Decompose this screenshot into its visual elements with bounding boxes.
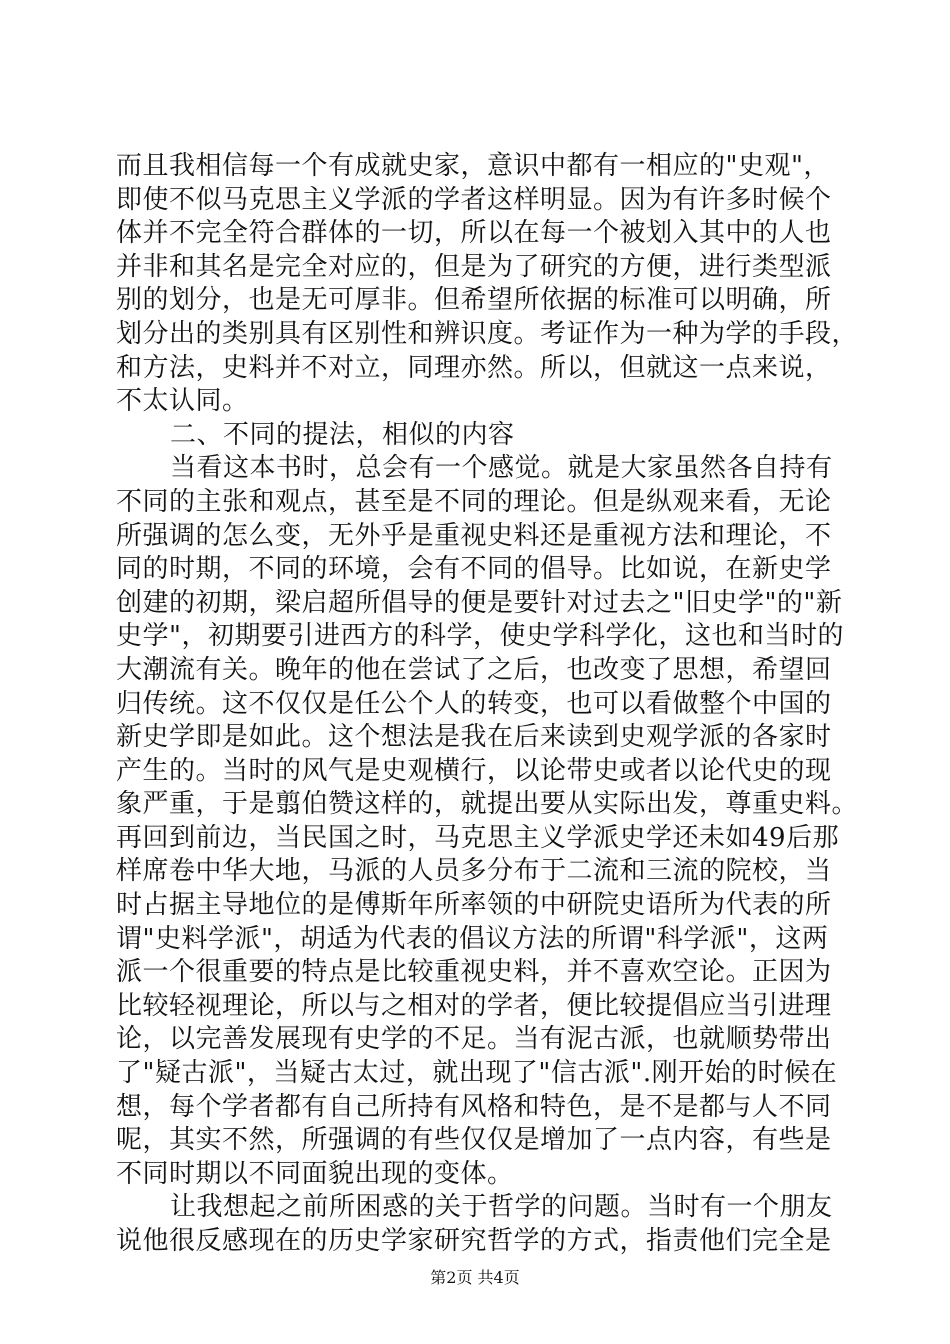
text-line: 样席卷中华大地，马派的人员多分布于二流和三流的院校，当 [116,856,832,887]
paragraph [116,452,859,1191]
text-line: 再回到前边，当民国之时，马克思主义学派史学还未如49后那 [116,822,840,853]
paragraph [116,1191,836,1258]
text-line: 派一个很重要的特点是比较重视史料，并不喜欢空论。正因为 [116,957,832,988]
text-line: 所强调的怎么变，无外乎是重视史料还是重视方法和理论，不 [116,520,832,551]
document-body [116,150,859,1259]
text-line: 并非和其名是完全对应的，但是为了研究的方便，进行类型派 [116,251,832,282]
text-line: 比较轻视理论，所以与之相对的学者，便比较提倡应当引进理 [116,990,832,1021]
text-line: 呢，其实不然，所强调的有些仅仅是增加了一点内容，有些是 [116,1125,832,1156]
text-line: 划分出的类别具有区别性和辨识度。考证作为一种为学的手段， [116,318,859,349]
text-line: 让我想起之前所困惑的关于哲学的问题。当时有一个朋友 [170,1192,833,1223]
text-line: 不太认同。 [116,386,249,417]
page-number-footer: 第2页 共4页 [430,1268,520,1287]
text-line: 论，以完善发展现有史学的不足。当有泥古派，也就顺势带出 [116,1024,832,1055]
text-line: 体并不完全符合群体的一切，所以在每一个被划入其中的人也 [116,218,832,249]
text-line: 别的划分，也是无可厚非。但希望所依据的标准可以明确，所 [116,285,832,316]
text-line: 大潮流有关。晚年的他在尝试了之后，也改变了思想，希望回 [116,654,832,685]
text-line: 创建的初期，梁启超所倡导的便是要针对过去之"旧史学"的"新 [116,587,843,618]
text-line: 二、不同的提法，相似的内容 [170,419,515,450]
text-line: 而且我相信每一个有成就史家，意识中都有一相应的"史观"， [116,151,830,181]
text-line: 象严重，于是翦伯赞这样的，就提出要从实际出发，尊重史料。 [116,789,859,820]
text-line: 当看这本书时，总会有一个感觉。就是大家虽然各自持有 [170,453,833,484]
text-line: 时占据主导地位的是傅斯年所率领的中研院史语所为代表的所 [116,890,832,921]
paragraph [116,150,859,419]
text-line: 同的时期，不同的环境，会有不同的倡导。比如说，在新史学 [116,554,832,585]
text-line: 谓"史料学派"，胡适为代表的倡议方法的所谓"科学派"，这两 [116,923,829,954]
text-line: 想，每个学者都有自己所持有风格和特色，是不是都与人不同 [116,1091,832,1122]
paragraph [116,419,836,453]
text-line: 不同的主张和观点，甚至是不同的理论。但是纵观来看，无论 [116,486,832,517]
text-line: 产生的。当时的风气是史观横行，以论带史或者以论代史的现 [116,755,832,786]
text-line: 说他很反感现在的历史学家研究哲学的方式，指责他们完全是 [116,1226,832,1256]
text-line: 不同时期以不同面貌出现的变体。 [116,1158,514,1189]
text-line: 史学"，初期要引进西方的科学，使史学科学化，这也和当时的 [116,621,844,652]
text-line: 和方法，史料并不对立，同理亦然。所以，但就这一点来说， [116,352,832,383]
text-line: 了"疑古派"，当疑古太过，就出现了"信古派".刚开始的时候在 [116,1058,838,1089]
text-line: 归传统。这不仅仅是任公个人的转变，也可以看做整个中国的 [116,688,832,719]
text-line: 新史学即是如此。这个想法是我在后来读到史观学派的各家时 [116,722,832,753]
text-line: 即使不似马克思主义学派的学者这样明显。因为有许多时候个 [116,184,832,215]
